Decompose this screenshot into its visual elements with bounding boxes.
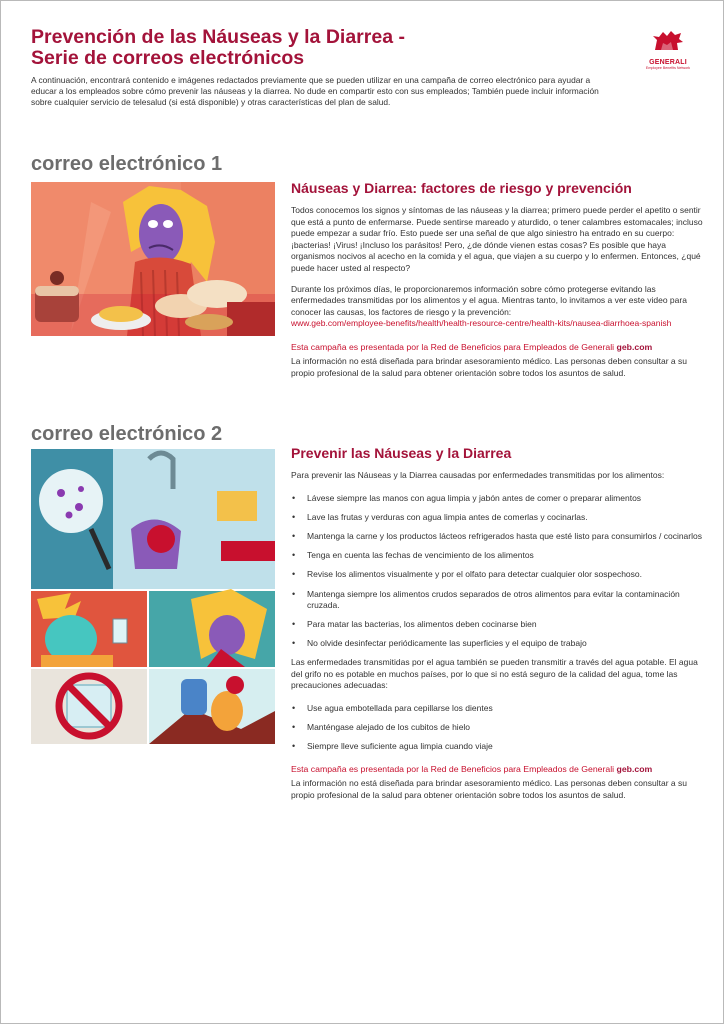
- email-2-heading: correo electrónico 2: [31, 423, 223, 445]
- list-item: • Mantenga siempre los alimentos crudos separados de otros alimentos para evitar la contaminación cruzada.: [291, 589, 707, 611]
- email-1-paragraph-1: Todos conocemos los signos y síntomas de las náuseas y la diarrea; primero puede perder el apetito o sentir que está a punto de enfermarse. Puede sentirse mareado y aturdido, o tener calambres estomacales; incluso puede empezar a sudar frío. Esto puede ser una señal de que algo siniestro ha entrado en su cuerpo: ¡bacterias! ¡Virus! ¡Incluso los parásitos! Pero, ¿de dónde vienen estas cosas? Es posible que haya organismos nocivos al acecho en la comida y el agua, que viajen a su cuerpo y lo enfermen. Entonces, ¿qué puede hacer usted al respecto?: [291, 205, 703, 273]
- list-item: • Revise los alimentos visualmente y por el olfato para detectar cualquier olor sospechoso.: [291, 569, 707, 580]
- email-1-sponsor: [291, 342, 707, 353]
- list-item: • Tenga en cuenta las fechas de vencimiento de los alimentos: [291, 550, 707, 561]
- list-item: • Use agua embotellada para cepillarse los dientes: [291, 703, 707, 714]
- logo-wordmark: GENERALI: [649, 59, 687, 66]
- title-line-1: Prevención de las Náuseas y la Diarrea -: [31, 26, 405, 48]
- email-2-disclaimer: La información no está diseñada para brindar asesoramiento médico. Las personas deben consultar a su propio profesional de la salud para obtener orientación sobre todos los asuntos de salud.: [291, 778, 687, 800]
- list-item: • Lave las frutas y verduras con agua limpia antes de comerlas y cocinarlas.: [291, 512, 707, 523]
- video-link[interactable]: www.geb.com/employee-benefits/health/health-resource-centre/health-kits/nausea-diarrhoea-spanish: [291, 318, 672, 329]
- email-1-illustration: [31, 182, 275, 336]
- list-item: • No olvide desinfectar periódicamente las superficies y el equipo de trabajo: [291, 638, 707, 649]
- list-item: • Mantenga la carne y los productos lácteos refrigerados hasta que esté listo para consumirlos / cocinarlos: [291, 531, 707, 542]
- email-1-sponsor-site[interactable]: geb.com: [616, 341, 653, 352]
- email-1-title: Náuseas y Diarrea: factores de riesgo y prevención: [291, 180, 632, 196]
- email-1-heading: correo electrónico 1: [31, 153, 223, 175]
- food-tips-list: [291, 493, 707, 649]
- email-1-sponsor-text: Esta campaña es presentada por la Red de Beneficios para Empleados de Generali: [291, 341, 615, 352]
- email-2-intro: Para prevenir las Náuseas y la Diarrea causadas por enfermedades transmitidas por los alimentos:: [291, 470, 665, 480]
- email-2-content: [291, 445, 707, 810]
- email-1-disclaimer: La información no está diseñada para brindar asesoramiento médico. Las personas deben consultar a su propio profesional de la salud para obtener orientación sobre todos los asuntos de salud.: [291, 355, 687, 378]
- list-item: • Lávese siempre las manos con agua limpia y jabón antes de comer o preparar alimentos: [291, 493, 707, 504]
- email-2-illustration: [31, 449, 275, 744]
- list-item: • Manténgase alejado de los cubitos de hielo: [291, 722, 707, 733]
- email-1-content: [291, 180, 707, 388]
- email-2-sponsor: [291, 764, 707, 775]
- intro-text: A continuación, encontrará contenido e imágenes redactados previamente que se pueden utilizar en una campaña de correo electrónico para ayudar a educar a los empleados sobre cómo prevenir las náuseas y la diarrea. No dude en compartir esto con sus empleados; También puede incluir información sobre cualquier servicio de telesalud (si está disponible) y otras características del plan de salud.: [31, 75, 599, 108]
- email-2-title: Prevenir las Náuseas y la Diarrea: [291, 445, 512, 461]
- list-item: • Siempre lleve suficiente agua limpia cuando viaje: [291, 741, 707, 752]
- lion-icon: [651, 28, 685, 54]
- email-2-water-intro: Las enfermedades transmitidas por el agua también se pueden transmitir a través del agua potable. El agua del grifo no es potable en muchos países, por lo que si no está seguro de la calidad del agua, tome las precauciones adecuadas:: [291, 657, 698, 691]
- logo-subtitle: Employee Benefits Network: [645, 66, 691, 70]
- email-1-paragraph-2: Durante los próximos días, le proporcionaremos información sobre cómo protegerse evitando las enfermedades transmitidas por los alimentos y el agua. Mientras tanto, lo invitamos a ver este video para conocer las causas, los factores de riesgo y la prevención:: [291, 283, 687, 317]
- title-line-2: Serie de correos electrónicos: [31, 47, 305, 69]
- email-2-sponsor-text: Esta campaña es presentada por la Red de Beneficios para Empleados de Generali: [291, 764, 615, 775]
- water-tips-list: [291, 703, 707, 752]
- email-2-sponsor-site[interactable]: geb.com: [616, 764, 653, 775]
- list-item: • Para matar las bacterias, los alimentos deben cocinarse bien: [291, 619, 707, 630]
- generali-logo: [644, 28, 692, 76]
- page-title: [31, 27, 591, 69]
